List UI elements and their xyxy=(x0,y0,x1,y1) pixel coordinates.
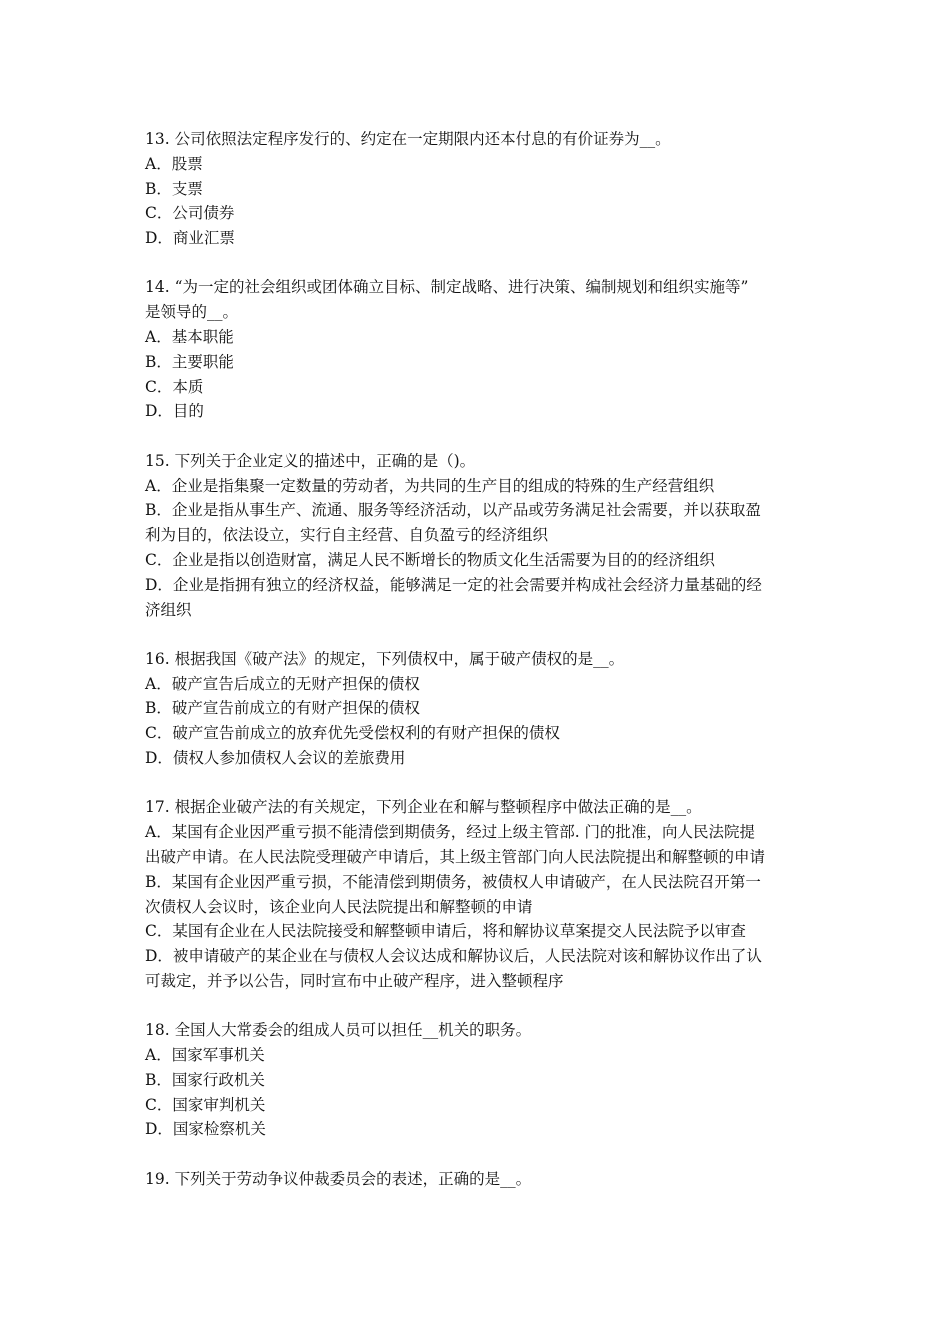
question-15 xyxy=(145,449,817,623)
option-b: B．主要职能 xyxy=(145,352,234,371)
question-14 xyxy=(145,275,817,424)
option-b: B．某国有企业因严重亏损，不能清偿到期债务，被债权人申请破产，在人民法院召开第一 xyxy=(145,872,761,891)
option-d: D．商业汇票 xyxy=(145,229,235,248)
option-a: A．国家军事机关 xyxy=(145,1046,265,1064)
option-d: D．被申请破产的某企业在与债权人会议达成和解协议后，人民法院对该和解协议作出了认 xyxy=(145,947,762,966)
option-b: B．企业是指从事生产、流通、服务等经济活动，以产品或劳务满足社会需要，并以获取盈 xyxy=(145,501,761,520)
option-c: C．破产宣告前成立的放弃优先受偿权利的有财产担保的债权 xyxy=(145,724,560,743)
question-stem: 18. 全国人大常委会的组成人员可以担任__机关的职务。 xyxy=(145,1021,532,1040)
document-page xyxy=(145,127,817,1216)
option-b-continued: 次债权人会议时，该企业向人民法院提出和解整顿的申请 xyxy=(145,897,533,916)
question-17 xyxy=(145,795,817,993)
option-a: A．破产宣告后成立的无财产担保的债权 xyxy=(145,674,420,693)
option-d-continued: 济组织 xyxy=(145,600,192,619)
question-stem: 13. 公司依照法定程序发行的、约定在一定期限内还本付息的有价证券为__。 xyxy=(145,130,671,148)
option-c: C．本质 xyxy=(145,377,204,396)
question-16 xyxy=(145,647,817,771)
question-stem: 14. “为一定的社会组织或团体确立目标、制定战略、进行决策、编制规划和组织实施等” xyxy=(145,278,749,297)
option-b: B．国家行政机关 xyxy=(145,1070,265,1089)
question-stem: 15. 下列关于企业定义的描述中，正确的是（)。 xyxy=(145,451,476,470)
question-19 xyxy=(145,1167,817,1192)
option-c: C．国家审判机关 xyxy=(145,1095,266,1114)
option-d: D．债权人参加债权人会议的差旅费用 xyxy=(145,749,406,768)
option-b-continued: 利为目的，依法设立，实行自主经营、自负盈亏的经济组织 xyxy=(145,526,549,545)
option-d: D．企业是指拥有独立的经济权益，能够满足一定的社会需要并构成社会经济力量基础的经 xyxy=(145,575,762,594)
option-c: C．某国有企业在人民法院接受和解整顿申请后，将和解协议草案提交人民法院予以审查 xyxy=(145,922,746,941)
option-d: D．目的 xyxy=(145,402,204,421)
option-d: D．国家检察机关 xyxy=(145,1120,266,1139)
option-c: C．企业是指以创造财富，满足人民不断增长的物质文化生活需要为目的的经济组织 xyxy=(145,550,715,569)
question-stem-continued: 是领导的__。 xyxy=(145,303,239,322)
option-a-continued: 出破产申请。在人民法院受理破产申请后，其上级主管部门向人民法院提出和解整顿的申请 xyxy=(145,847,766,866)
question-stem: 19. 下列关于劳动争议仲裁委员会的表述，正确的是__。 xyxy=(145,1169,532,1188)
option-b: B．支票 xyxy=(145,179,203,198)
option-a: A．基本职能 xyxy=(145,328,234,347)
question-18 xyxy=(145,1018,817,1142)
question-stem: 17. 根据企业破产法的有关规定，下列企业在和解与整顿程序中做法正确的是__。 xyxy=(145,798,702,817)
option-b: B．破产宣告前成立的有财产担保的债权 xyxy=(145,699,420,718)
option-a: A．股票 xyxy=(145,154,203,173)
question-13 xyxy=(145,127,817,251)
option-c: C．公司债券 xyxy=(145,204,235,223)
option-a: A．某国有企业因严重亏损不能清偿到期债务，经过上级主管部. 门的批准，向人民法院提 xyxy=(145,823,756,842)
option-a: A．企业是指集聚一定数量的劳动者，为共同的生产目的组成的特殊的生产经营组织 xyxy=(145,476,715,495)
option-d-continued: 可裁定，并予以公告，同时宣布中止破产程序，进入整顿程序 xyxy=(145,971,564,990)
question-stem: 16. 根据我国《破产法》的规定，下列债权中，属于破产债权的是__。 xyxy=(145,649,625,668)
